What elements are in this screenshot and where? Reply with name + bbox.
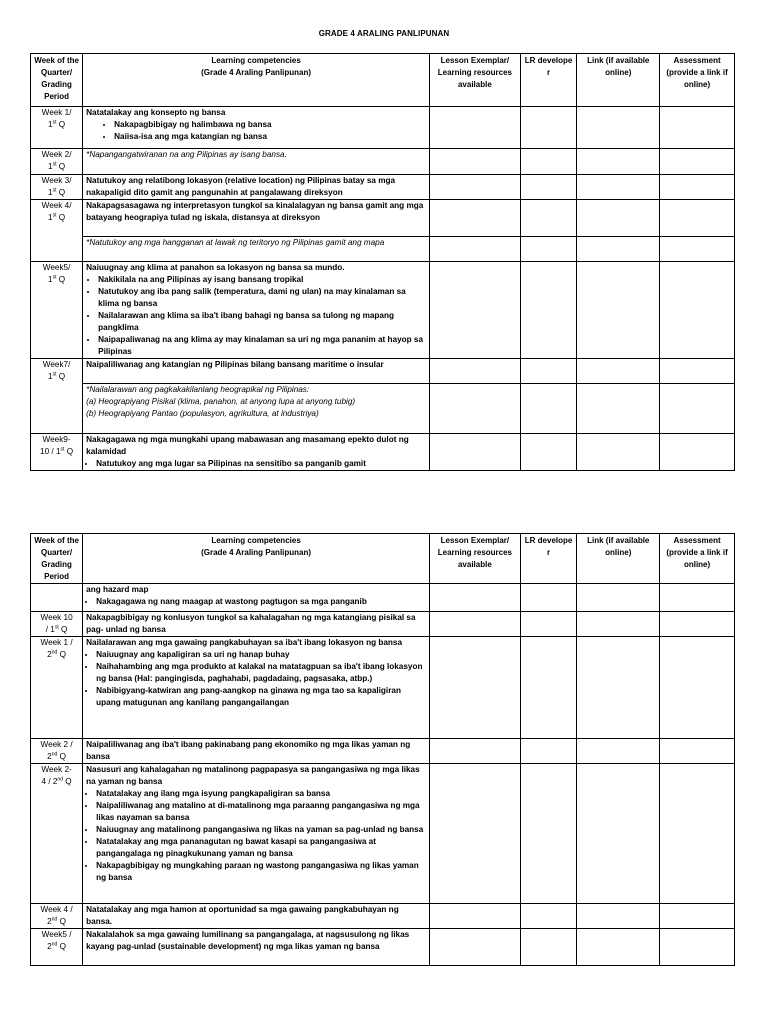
list-item: • Naiuugnay ang kapaligiran sa uri ng hanap buhay	[96, 649, 426, 661]
header-lesson: Lesson Exemplar/ Learning resources available	[430, 54, 521, 107]
competency-cell: Nailalarawan ang mga gawaing pangkabuhayan sa iba't ibang lokasyon ng bansa • Naiuugnay ang kapaligiran sa uri ng hanap buhay • Naihahambing ang mga produkto at kalakal na matatagpuan sa iba't ibang lokasyon ng bansa (Hal: pangingisda, paghahabi, pagdadaing, pagsasaka, atbp.) • Nabibigyang-katwiran ang pang-aangkop na ginawa ng mga tao sa kapaligiran upang matugunan ang kanilang pangangailangan	[83, 637, 430, 739]
competency-table-2	[30, 533, 735, 966]
week-cell: Week 10 / 1st Q	[31, 612, 83, 637]
header-link: Link (if available online)	[577, 534, 660, 584]
competency-cell: Nasusuri ang kahalagahan ng matalinong pagpapasya sa pangangasiwa ng mga likas na yaman ng bansa • Natatalakay ang ilang mga isyung pangkapaligiran sa bansa • Naipaliliwanag ang matalino at di-matalinong mga paraanng pangangasiwa ng mga likas nayaman sa bansa • Naiuugnay ang matalinong pangangasiwa ng likas na yaman sa pag-unlad ng bansa • Natatalakay ang mga pananagutan ng bawat kasapi sa pangangasiwa at pangangalaga ng pinagkukunang yaman ng bansa • Nakapagbibigay ng mungkahing paraan ng wastong pangangasiwa ng likas yaman ng bansa	[83, 764, 430, 904]
week-cell: Week 1 / 2nd Q	[31, 637, 83, 739]
competency-cell: Natatalakay ang konsepto ng bansa • Nakapagbibigay ng halimbawa ng bansa • Naiisa-isa ang mga katangian ng bansa	[83, 107, 430, 149]
table-row	[31, 200, 735, 237]
list-item: • Naiuugnay ang matalinong pangangasiwa ng likas na yaman sa pag-unlad ng bansa	[96, 824, 426, 836]
list-item: • Nabibigyang-katwiran ang pang-aangkop na ginawa ng mga tao sa kapaligiran upang matugunan ang kanilang pangangailangan	[96, 685, 426, 709]
competency-cell: Naipaliliwanag ang katangian ng Pilipinas bilang bansang maritime o insular	[83, 359, 430, 384]
header-competencies: Learning competencies (Grade 4 Araling Panlipunan)	[83, 54, 430, 107]
week-cell: Week 2/ 1st Q	[31, 149, 83, 175]
week-cell: Week 2- 4 / 2nd Q	[31, 764, 83, 904]
competency-cell: Nakapagsasagawa ng interpretasyon tungkol sa kinalalagyan ng bansa gamit ang mga batayang heograpiya tulad ng iskala, distansya at direksyon	[83, 200, 430, 237]
header-week: Week of the Quarter/ Grading Period	[31, 54, 83, 107]
header-lr: LR develope r	[520, 54, 577, 107]
competency-cell: Nakagagawa ng mga mungkahi upang mabawasan ang masamang epekto dulot ng kalamidad • Natutukoy ang mga lugar sa Pilipinas na sensitibo sa panganib gamit	[83, 434, 430, 471]
list-item: • Naihahambing ang mga produkto at kalakal na matatagpuan sa iba't ibang lokasyon ng bansa (Hal: pangingisda, paghahabi, pagdadaing, pagsasaka, atbp.)	[96, 661, 426, 685]
week-cell: Week 1/ 1st Q	[31, 107, 83, 149]
list-item: • Natatalakay ang ilang mga isyung pangkapaligiran sa bansa	[96, 788, 426, 800]
week-cell: Week9- 10 / 1st Q	[31, 434, 83, 471]
week-cell: Week 4/ 1st Q	[31, 200, 83, 262]
list-item: • Nakapagbibigay ng halimbawa ng bansa	[114, 119, 426, 131]
list-item: • Naipapaliwanag na ang klima ay may kinalaman sa uri ng mga pananim at hayop sa Pilipinas	[98, 334, 426, 358]
week-cell: Week 2 / 2nd Q	[31, 739, 83, 764]
list-item: • Naipaliliwanag ang matalino at di-matalinong mga paraanng pangangasiwa ng mga likas nayaman sa bansa	[96, 800, 426, 824]
week-cell: Week7/ 1st Q	[31, 359, 83, 434]
competency-cell: Natutukoy ang relatibong lokasyon (relative location) ng Pilipinas batay sa mga nakapaligid dito gamit ang pangunahin at pangalawang direksyon	[83, 175, 430, 200]
competency-table-1	[30, 53, 735, 471]
week-cell: Week5 / 2nd Q	[31, 929, 83, 966]
list-item: • Nakagagawa ng nang maagap at wastong pagtugon sa mga panganib	[96, 596, 426, 608]
header-week: Week of the Quarter/ Grading Period	[31, 534, 83, 584]
table-row	[31, 237, 735, 262]
header-assessment: Assessment (provide a link if online)	[660, 54, 735, 107]
table-row	[31, 175, 735, 200]
table-row	[31, 107, 735, 149]
table-row	[31, 739, 735, 764]
week-cell	[31, 584, 83, 612]
table-row	[31, 384, 735, 434]
table-row	[31, 434, 735, 471]
document-title: GRADE 4 ARALING PANLIPUNAN	[318, 29, 450, 38]
competency-cell: Natatalakay ang mga hamon at oportunidad sa mga gawaing pangkabuhayan ng bansa.	[83, 904, 430, 929]
competency-cell: *Natutukoy ang mga hangganan at lawak ng teritoryo ng Pilipinas gamit ang mapa	[83, 237, 430, 262]
competency-cell: Naiuugnay ang klima at panahon sa lokasyon ng bansa sa mundo. • Nakikilala na ang Pilipinas ay isang bansang tropikal • Natutukoy ang iba pang salik (temperatura, dami ng ulan) na may kinalaman sa klima ng bansa • Nailalarawan ang klima sa iba't ibang bahagi ng bansa sa tulong ng mapang pangklima • Naipapaliwanag na ang klima ay may kinalaman sa uri ng mga pananim at hayop sa Pilipinas	[83, 262, 430, 359]
header-lr: LR develope r	[520, 534, 577, 584]
list-item: • Natatalakay ang mga pananagutan ng bawat kasapi sa pangangasiwa at pangangalaga ng pinagkukunang yaman ng bansa	[96, 836, 426, 860]
list-item: • Naiisa-isa ang mga katangian ng bansa	[114, 131, 426, 143]
competency-cell: ang hazard map • Nakagagawa ng nang maagap at wastong pagtugon sa mga panganib	[83, 584, 430, 612]
week-cell: Week 4 / 2nd Q	[31, 904, 83, 929]
header-link: Link (if available online)	[577, 54, 660, 107]
header-lesson: Lesson Exemplar/ Learning resources available	[430, 534, 521, 584]
week-cell: Week5/ 1st Q	[31, 262, 83, 359]
table-row	[31, 637, 735, 739]
table-row	[31, 584, 735, 612]
list-item: • Natutukoy ang iba pang salik (temperatura, dami ng ulan) na may kinalaman sa klima ng bansa	[98, 286, 426, 310]
competency-cell: Nakapagbibigay ng konlusyon tungkol sa kahalagahan ng mga katangiang pisikal sa pag- unlad ng bansa	[83, 612, 430, 637]
competency-cell: *Nailalarawan ang pagkakakilanlang heograpikal ng Pilipinas: (a) Heograpiyang Pisikal (klima, panahon, at anyong lupa at anyong tubig) (b) Heograpiyang Pantao (populasyon, agrikultura, at industriya)	[83, 384, 430, 434]
header-row	[31, 534, 735, 584]
table-row	[31, 149, 735, 175]
competency-cell: Naipaliliwanag ang iba't ibang pakinabang pang ekonomiko ng mga likas yaman ng bansa	[83, 739, 430, 764]
list-item: • Nakapagbibigay ng mungkahing paraan ng wastong pangangasiwa ng likas yaman ng bansa	[96, 860, 426, 884]
table-row	[31, 262, 735, 359]
header-assessment: Assessment (provide a link if online)	[660, 534, 735, 584]
header-competencies: Learning competencies (Grade 4 Araling Panlipunan)	[83, 534, 430, 584]
table-row	[31, 929, 735, 966]
header-row	[31, 54, 735, 107]
list-item: • Natutukoy ang mga lugar sa Pilipinas na sensitibo sa panganib gamit	[96, 458, 426, 470]
table-row	[31, 359, 735, 384]
table-row	[31, 904, 735, 929]
list-item: • Nailalarawan ang klima sa iba't ibang bahagi ng bansa sa tulong ng mapang pangklima	[98, 310, 426, 334]
list-item: • Nakikilala na ang Pilipinas ay isang bansang tropikal	[98, 274, 426, 286]
table-row	[31, 612, 735, 637]
competency-cell: *Napangangatwiranan na ang Pilipinas ay isang bansa.	[83, 149, 430, 175]
table-row	[31, 764, 735, 904]
competency-cell: Nakalalahok sa mga gawaing lumilinang sa pangangalaga, at nagsusulong ng likas kayang pag-unlad (sustainable development) ng mga likas yaman ng bansa	[83, 929, 430, 966]
week-cell: Week 3/ 1st Q	[31, 175, 83, 200]
